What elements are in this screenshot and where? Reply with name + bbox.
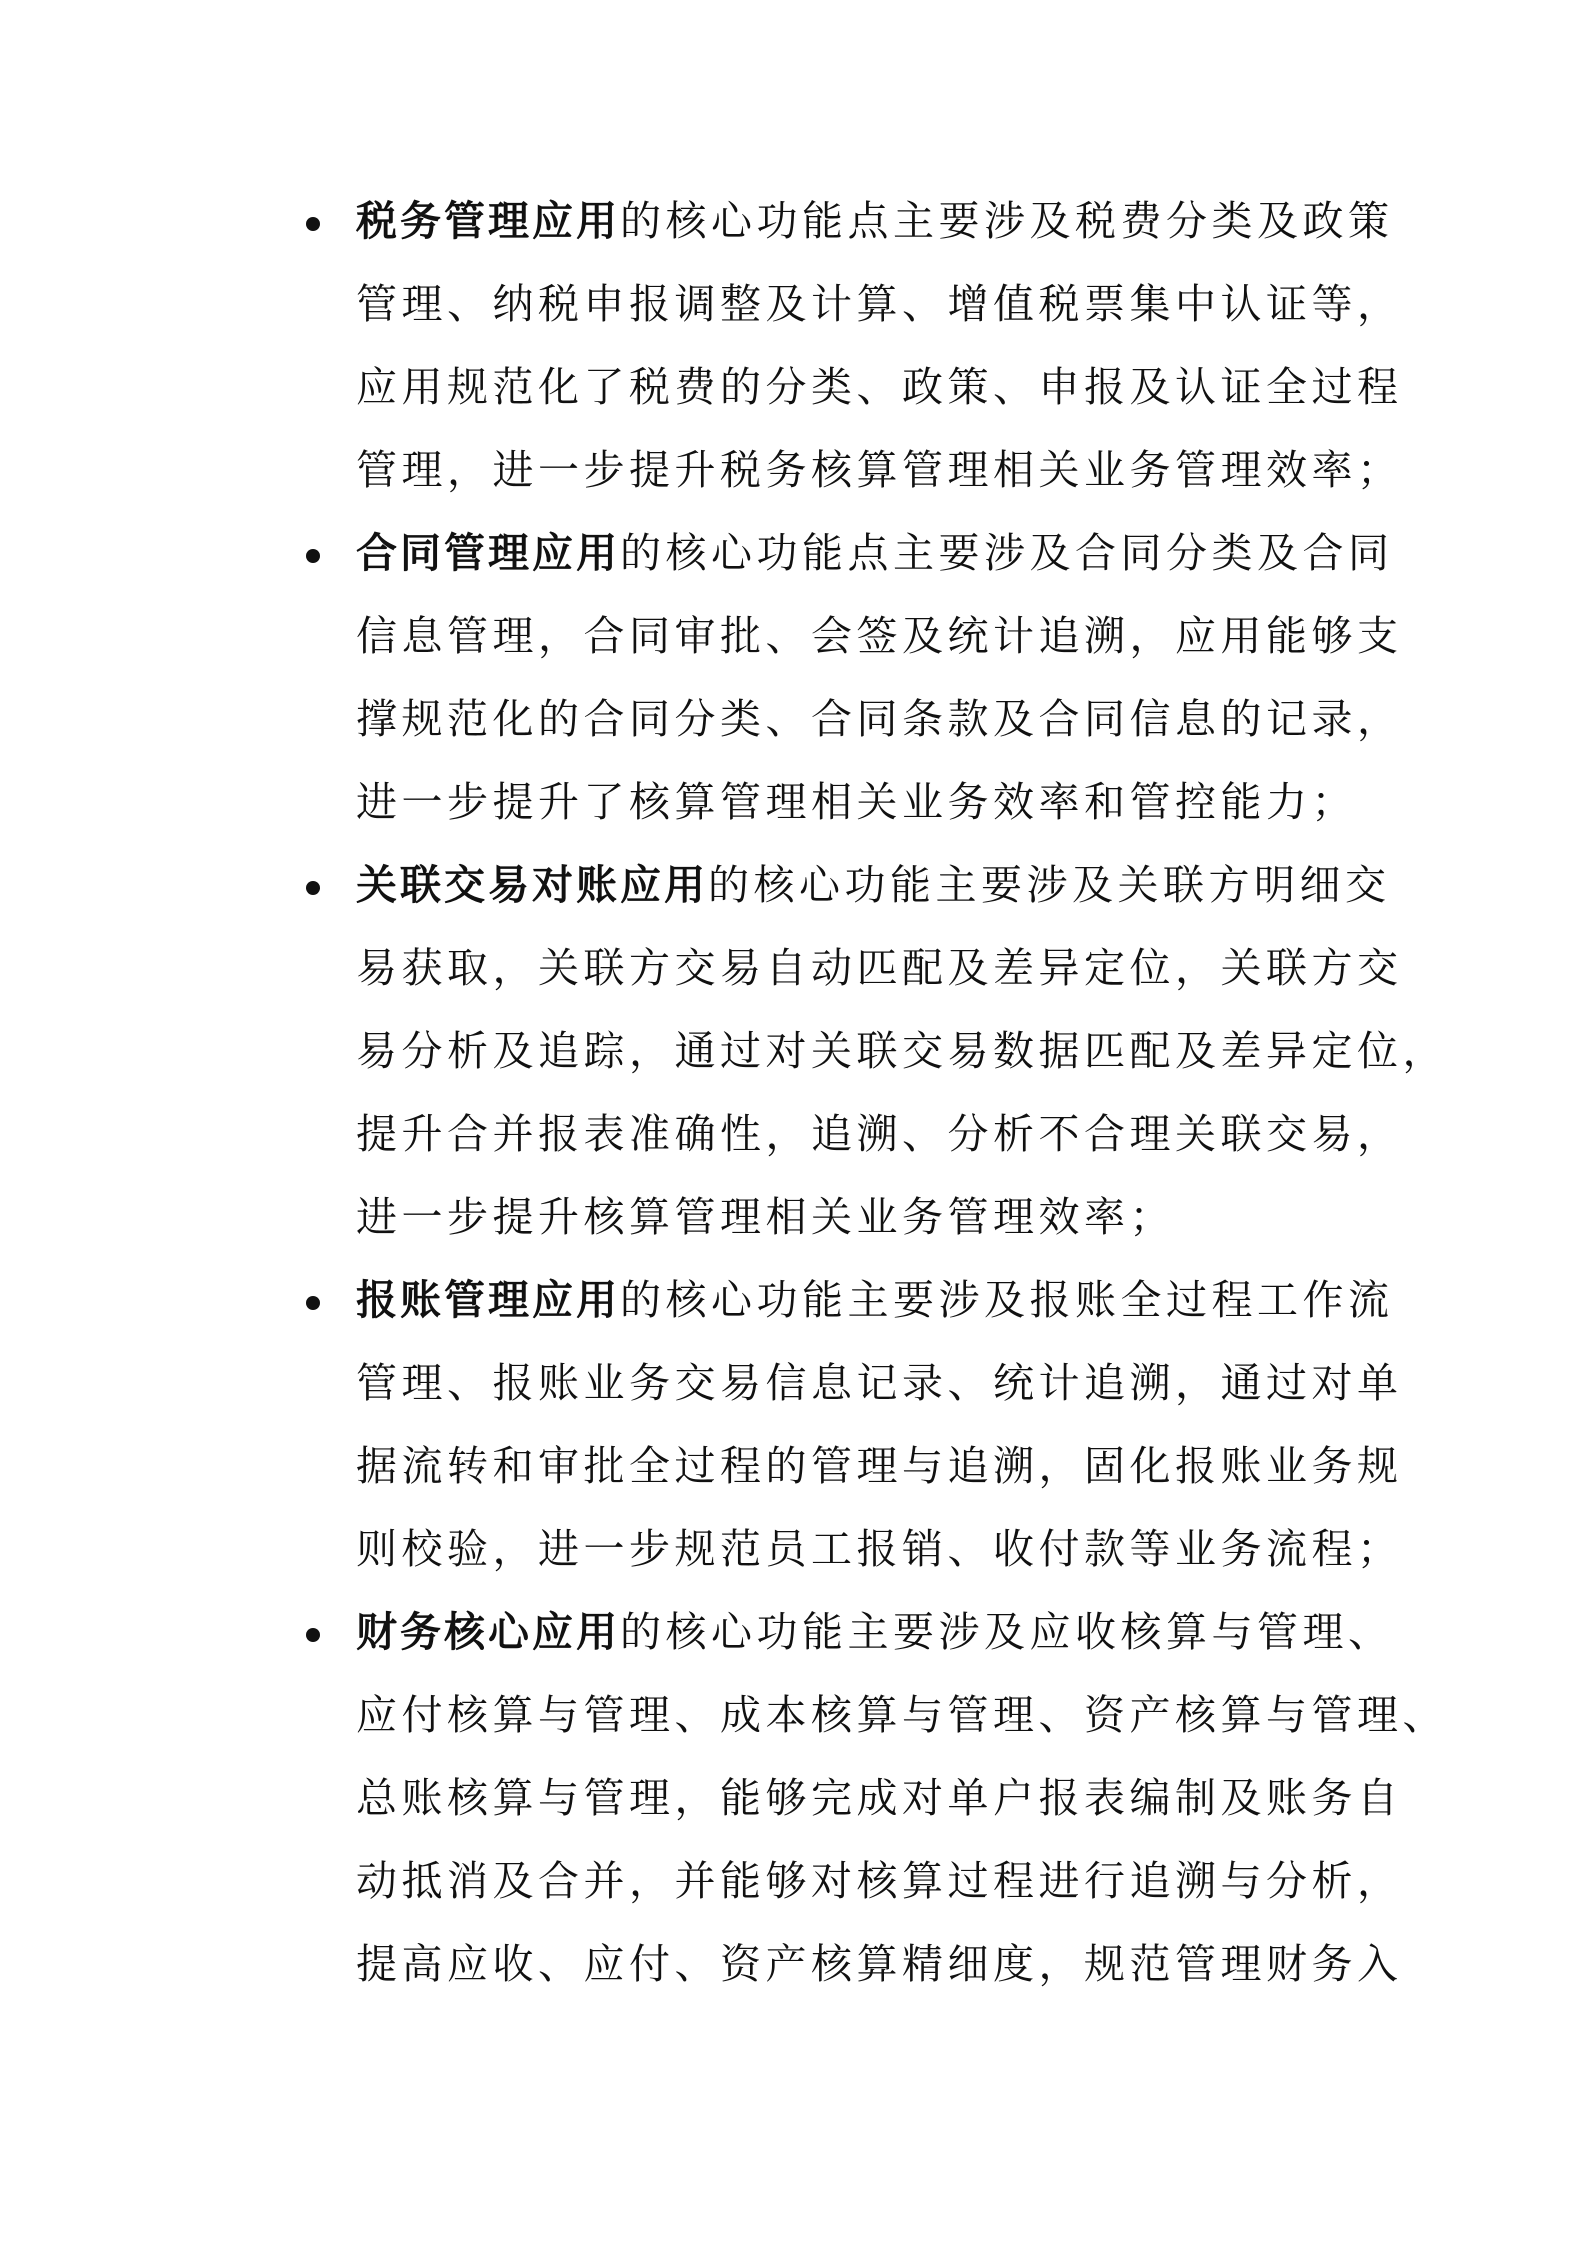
list-item-line: 管理、纳税申报调整及计算、增值税票集中认证等， bbox=[356, 280, 1403, 328]
list-item-title: 合同管理应用 bbox=[356, 529, 620, 577]
list-item-line: 进一步提升核算管理相关业务管理效率； bbox=[356, 1193, 1175, 1241]
list-item-text: 的核心功能主要涉及应收核算与管理、 bbox=[620, 1608, 1394, 1656]
list-item-line bbox=[356, 1270, 1394, 1330]
list-item-line: 易获取，关联方交易自动匹配及差异定位，关联方交 bbox=[356, 944, 1403, 992]
list-item-text: 的核心功能点主要涉及合同分类及合同 bbox=[620, 529, 1394, 577]
list-item-line: 管理，进一步提升税务核算管理相关业务管理效率； bbox=[356, 446, 1403, 494]
bullet-icon bbox=[306, 549, 320, 563]
list-item-title: 税务管理应用 bbox=[356, 197, 620, 245]
list-item-line: 管理、报账业务交易信息记录、统计追溯，通过对单 bbox=[356, 1359, 1403, 1407]
bullet-icon bbox=[306, 1296, 320, 1310]
list-item-line: 动抵消及合并，并能够对核算过程进行追溯与分析， bbox=[356, 1857, 1403, 1905]
list-item-line bbox=[356, 855, 1391, 915]
list-item-line: 信息管理，合同审批、会签及统计追溯，应用能够支 bbox=[356, 612, 1403, 660]
list-item-line: 应用规范化了税费的分类、政策、申报及认证全过程 bbox=[356, 363, 1403, 411]
list-item-line: 据流转和审批全过程的管理与追溯，固化报账业务规 bbox=[356, 1442, 1403, 1490]
list-item-title: 关联交易对账应用 bbox=[356, 861, 708, 909]
list-item-text: 的核心功能点主要涉及税费分类及政策 bbox=[620, 197, 1394, 245]
list-item-line: 撑规范化的合同分类、合同条款及合同信息的记录， bbox=[356, 695, 1403, 743]
list-item-title: 报账管理应用 bbox=[356, 1276, 620, 1324]
bullet-icon bbox=[306, 881, 320, 895]
list-item-line: 易分析及追踪，通过对关联交易数据匹配及差异定位， bbox=[356, 1027, 1448, 1075]
list-item-line: 提升合并报表准确性，追溯、分析不合理关联交易， bbox=[356, 1110, 1403, 1158]
list-item-title: 财务核心应用 bbox=[356, 1608, 620, 1656]
list-item-line: 应付核算与管理、成本核算与管理、资产核算与管理、 bbox=[356, 1691, 1448, 1739]
bullet-icon bbox=[306, 217, 320, 231]
list-item-line bbox=[356, 1602, 1394, 1662]
list-item-line: 进一步提升了核算管理相关业务效率和管控能力； bbox=[356, 778, 1357, 826]
list-item-text: 的核心功能主要涉及关联方明细交 bbox=[708, 861, 1391, 909]
bullet-icon bbox=[306, 1628, 320, 1642]
list-item-line: 总账核算与管理，能够完成对单户报表编制及账务自 bbox=[356, 1774, 1403, 1822]
list-item-line bbox=[356, 523, 1394, 583]
list-item-text: 的核心功能主要涉及报账全过程工作流 bbox=[620, 1276, 1394, 1324]
list-item-line: 提高应收、应付、资产核算精细度，规范管理财务入 bbox=[356, 1940, 1403, 1988]
list-item-line bbox=[356, 191, 1394, 251]
list-item-line: 则校验，进一步规范员工报销、收付款等业务流程； bbox=[356, 1525, 1403, 1573]
